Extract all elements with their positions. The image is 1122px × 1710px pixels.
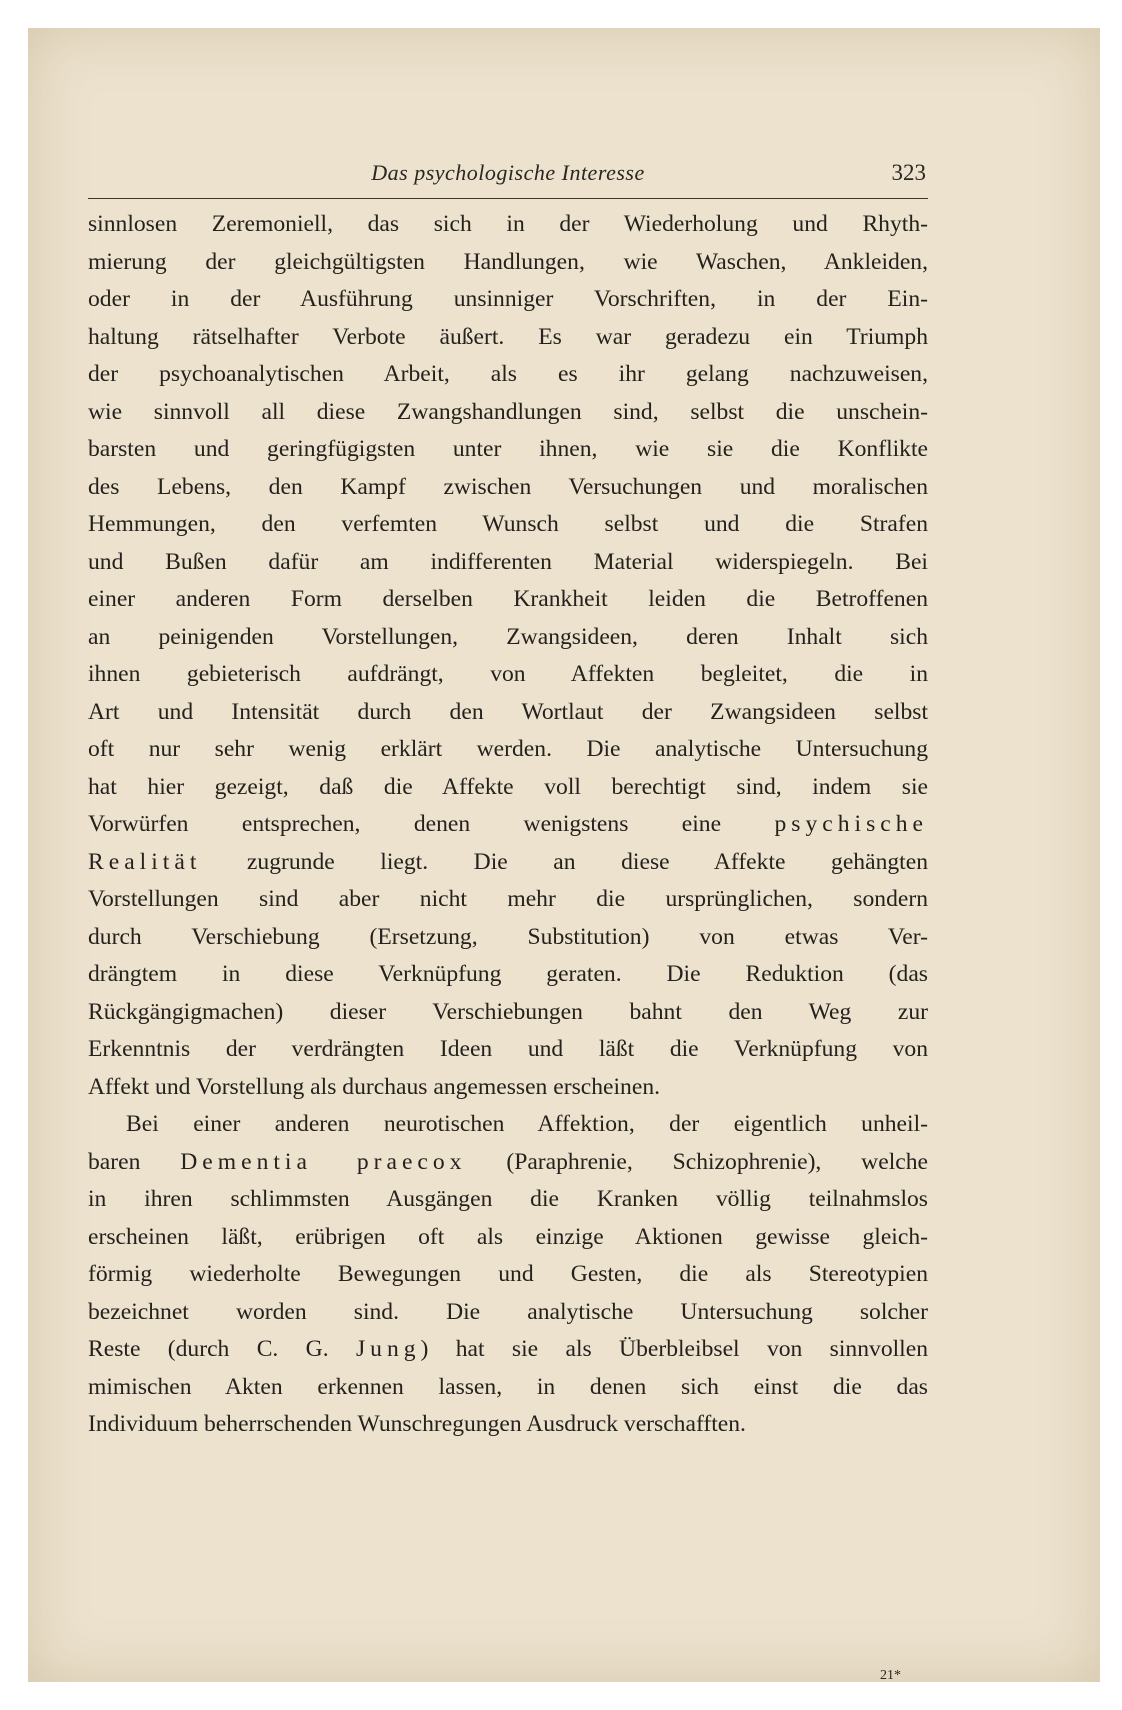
signature-mark: 21* xyxy=(880,1668,901,1683)
text-line: Bei einer anderen neurotischen Affektion, der eigentlich unheil- xyxy=(126,1111,928,1137)
text-line: Vorwürfen entsprechen, denen wenigstens eine psychische xyxy=(88,811,928,837)
text-line: mimischen Akten erkennen lassen, in denen sich einst die das xyxy=(88,1373,928,1400)
text-line: hat hier gezeigt, daß die Affekte voll berechtigt sind, indem sie xyxy=(88,773,928,800)
text-line: haltung rätselhafter Verbote äußert. Es war geradezu ein Triumph xyxy=(88,323,928,350)
text-line: bezeichnet worden sind. Die analytische Untersuchung solcher xyxy=(88,1298,928,1325)
text-line: mierung der gleichgültigsten Handlungen, wie Waschen, Ankleiden, xyxy=(88,248,928,275)
text-line: Individuum beherrschenden Wunschregungen Ausdruck verschafften. xyxy=(88,1411,746,1437)
text-line: oft nur sehr wenig erklärt werden. Die analytische Untersuchung xyxy=(88,736,928,762)
emphasis-spaced: psychische xyxy=(774,811,928,837)
text-line: und Bußen dafür am indifferenten Material widerspiegeln. Bei xyxy=(88,548,928,575)
running-header xyxy=(88,158,928,199)
text-line: Erkenntnis der verdrängten Ideen und läßt die Verknüpfung von xyxy=(88,1036,928,1062)
text-line: Vorstellungen sind aber nicht mehr die ursprünglichen, sondern xyxy=(88,886,928,912)
text-line: drängtem in diese Verknüpfung geraten. Die Reduktion (das xyxy=(88,961,928,987)
text-line: wie sinnvoll all diese Zwangshandlungen sind, selbst die unschein- xyxy=(88,398,928,425)
text-line: Reste (durch C. G. Jung) hat sie als Überbleibsel von sinnvollen xyxy=(88,1336,928,1362)
running-title: Das psychologische Interesse xyxy=(371,160,645,185)
text-line: Hemmungen, den verfemten Wunsch selbst und die Strafen xyxy=(88,511,928,537)
text-line: einer anderen Form derselben Krankheit leiden die Betroffenen xyxy=(88,586,928,612)
text-line: Art und Intensität durch den Wortlaut der Zwangsideen selbst xyxy=(88,698,928,725)
emphasis-spaced: Jung xyxy=(355,1336,421,1362)
body-text xyxy=(88,206,928,1444)
text-line: oder in der Ausführung unsinniger Vorschriften, in der Ein- xyxy=(88,286,928,312)
text-line: erscheinen läßt, erübrigen oft als einzige Aktionen gewisse gleich- xyxy=(88,1223,928,1250)
text-line: der psychoanalytischen Arbeit, als es ihr gelang nachzuweisen, xyxy=(88,361,928,387)
page-number: 323 xyxy=(891,160,926,185)
text-line: Affekt und Vorstellung als durchaus angemessen erscheinen. xyxy=(88,1073,661,1100)
emphasis-spaced: Dementia praecox xyxy=(180,1148,467,1175)
text-line: Rückgängigmachen) dieser Verschiebungen bahnt den Weg zur xyxy=(88,998,928,1025)
text-line: des Lebens, den Kampf zwischen Versuchungen und moralischen xyxy=(88,473,928,500)
emphasis-spaced: Realität xyxy=(88,848,202,875)
text-line: Realität zugrunde liegt. Die an diese Affekte gehängten xyxy=(88,848,928,875)
text-line: barsten und geringfügigsten unter ihnen, wie sie die Konflikte xyxy=(88,436,928,462)
text-line: baren Dementia praecox (Paraphrenie, Schizophrenie), welche xyxy=(88,1148,928,1175)
text-line: ihnen gebieterisch aufdrängt, von Affekten begleitet, die in xyxy=(88,661,928,687)
text-line: an peinigenden Vorstellungen, Zwangsideen, deren Inhalt sich xyxy=(88,623,928,650)
text-line: förmig wiederholte Bewegungen und Gesten, die als Stereotypien xyxy=(88,1261,928,1287)
text-line: durch Verschiebung (Ersetzung, Substitution) von etwas Ver- xyxy=(88,923,928,950)
text-line: in ihren schlimmsten Ausgängen die Kranken völlig teilnahmslos xyxy=(88,1186,928,1212)
text-line: sinnlosen Zeremoniell, das sich in der Wiederholung und Rhyth- xyxy=(88,211,928,237)
